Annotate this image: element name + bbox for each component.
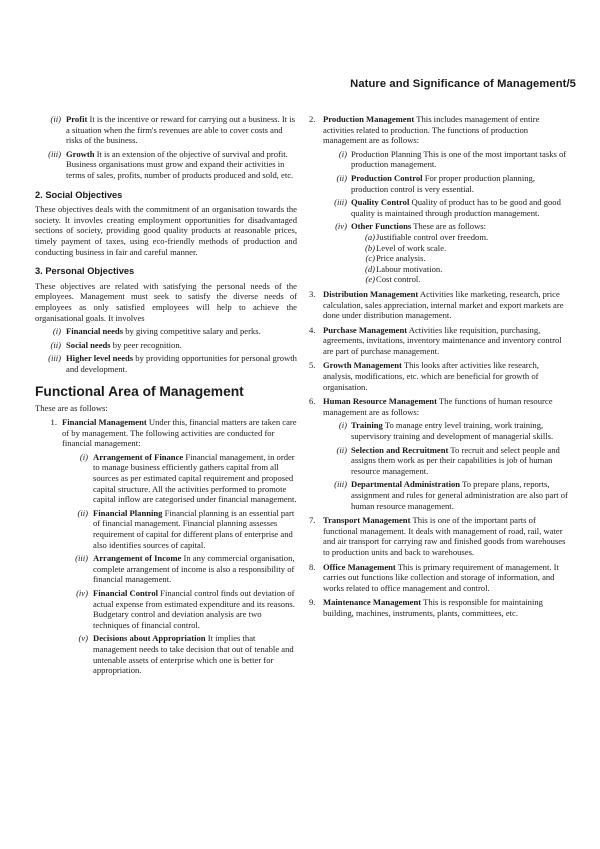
item-term: Production Control	[351, 172, 423, 183]
functional-intro: These are as follows:	[35, 403, 108, 414]
item-term: Financial Management	[62, 417, 147, 428]
item-marker: (i)	[52, 326, 61, 337]
item-text: To recruit and select people and assigns them work as per their capabilities is job of human resource management.	[351, 444, 560, 476]
numbered-item	[309, 325, 570, 357]
item-marker: 8.	[309, 561, 316, 572]
item-text: Justifiable control over freedom.	[376, 231, 489, 242]
item-marker: (b)	[364, 242, 375, 253]
sub-item	[62, 588, 297, 630]
item-marker: (iii)	[48, 353, 61, 364]
sub-item	[62, 553, 297, 585]
sub-item	[323, 445, 570, 477]
item-marker: (ii)	[50, 114, 61, 124]
list-item	[35, 326, 297, 337]
list-item	[351, 243, 570, 254]
item-text: This is one of the most important tasks of production management.	[351, 148, 567, 170]
item-term: Office Management	[323, 561, 396, 572]
item-term: Human Resource Management	[323, 396, 437, 407]
item-marker: 4.	[309, 324, 316, 335]
item-term: Higher level needs	[66, 353, 134, 364]
item-term: Social needs	[66, 339, 111, 350]
item-text: Activities like requisition, purchasing, agreements, invitations, inventory maintenance and inventory control are part of purchase management.	[323, 324, 562, 356]
numbered-item	[309, 289, 570, 321]
item-marker: (iii)	[334, 197, 347, 208]
item-text: Level of work scale.	[376, 242, 447, 253]
list-item	[351, 264, 570, 275]
item-marker: 3.	[309, 288, 316, 299]
item-marker: 2.	[309, 114, 316, 124]
item-term: Arrangement of Income	[93, 553, 182, 564]
item-marker: (i)	[338, 148, 347, 159]
item-marker: (ii)	[77, 507, 88, 518]
item-marker: (i)	[79, 451, 88, 462]
numbered-item	[309, 515, 570, 557]
item-text: To prepare plans, reports, assignment and rules for general administration are also part of human resource management.	[351, 479, 568, 511]
numbered-item	[309, 360, 570, 392]
left-column	[35, 114, 297, 679]
item-text: This is one of the important parts of functional management. It deals with management of road, rail, water and air transport for carrying raw and finished goods from warehouses to production units and back to warehouses.	[323, 515, 566, 557]
item-text: It implies that management needs to take decision that out of tenable and untenable assets of enterprise which one is better for appropriation.	[93, 633, 294, 676]
list-item	[35, 340, 297, 351]
item-term: Selection and Recruitment	[351, 444, 449, 455]
needs-list	[35, 326, 297, 374]
other-functions-list	[351, 232, 570, 285]
item-text: Labour motivation.	[376, 263, 443, 274]
item-marker: (ii)	[336, 444, 347, 455]
item-marker: 6.	[309, 396, 316, 407]
item-text: This looks after activities like research, analysis, modifications, etc. which are beneficial for growth of organisation.	[323, 360, 539, 392]
item-term: Departmental Administration	[351, 479, 461, 490]
item-text: Under this, financial matters are taken care of by management. The following activities are conducted for financial management:	[62, 417, 297, 449]
item-text: It is an extension of the objective of survival and profit. Business organisations must grow and expand their activities in terms of sales, profits, number of products produced and sold, etc.	[66, 148, 294, 180]
item-marker: 7.	[309, 515, 316, 526]
item-marker: (c)	[365, 253, 375, 264]
item-term: Profit	[66, 114, 88, 124]
social-paragraph: These objectives deals with the commitment of an organisation towards the society. It invovles creating employment opportunities for disadvantaged sections of society, providing good quality products at reasonable prices, timely payment of taxes, using eco-friendly methods of production and conducting business in fair and careful manner.	[35, 204, 297, 257]
item-text: These are as follows:	[411, 221, 487, 232]
item-marker: (d)	[364, 263, 375, 274]
item-term: Training	[351, 420, 383, 431]
item-text: Financial management, in order to manage business efficiently gathers capital from all sources as per estimated capital requirement and proposed capital structure. All the activities performed to promote capital inflow are categorised under financial management.	[93, 451, 297, 505]
numbered-item-production	[309, 114, 570, 285]
running-header: Nature and Significance of Management/5	[350, 78, 576, 90]
item-term: Quality Control	[351, 197, 410, 208]
item-term: Distribution Management	[323, 288, 419, 299]
item-text: Activities like marketing, research, price calculation, sales appreciation, internal market and export markets are done under distribution management.	[323, 288, 564, 321]
item-text: Financial control finds out deviation of actual expense from estimated expenditure and its reasons. Budgetary control and deviation analysis are two techniques of financial control.	[93, 587, 295, 630]
item-text: To manage entry level training, work training, supervisory training and development of managerial skills.	[351, 420, 554, 442]
item-term: Financial needs	[66, 326, 124, 337]
sub-item	[323, 420, 570, 441]
list-item	[351, 232, 570, 243]
item-marker: (ii)	[50, 339, 61, 350]
item-marker: (v)	[78, 633, 88, 644]
item-term: Arrangement of Finance	[93, 451, 184, 462]
item-term: Purchase Management	[323, 324, 408, 335]
objective-list	[35, 114, 297, 181]
item-marker: (iii)	[48, 148, 61, 159]
item-text: It is the incentive or reward for carrying out a business. It is a situation when the firm's revenues are able to cover costs and risks of the business.	[66, 114, 295, 146]
sub-item	[323, 221, 570, 285]
item-text: Financial planning is an essential part of financial management. Financial planning assesses requirement of capital for different plans of enterprise and also identifies sources of capital.	[93, 507, 295, 550]
list-item	[35, 149, 297, 181]
item-marker: (iv)	[76, 587, 88, 598]
personal-paragraph: These objectives are related with satisfying the personal needs of the employees. Management must seek to satisfy the diverse needs of employees as only satisfied employees will help to achieve the organisational goals. It involves	[35, 280, 297, 323]
item-text: by giving competitive salary and perks.	[123, 326, 261, 337]
item-term: Growth Management	[323, 360, 402, 371]
sub-item	[62, 633, 297, 675]
sub-item	[62, 508, 297, 550]
item-term: Production Planning	[351, 148, 422, 159]
item-text: Price analysis.	[376, 253, 426, 264]
item-marker: (iii)	[334, 479, 347, 490]
section-heading-social: 2. Social Objectives	[35, 189, 123, 200]
item-text: This is primary requirement of management. It carries out functions like collection and storage of information, and works related to office management and control.	[323, 561, 559, 593]
list-item	[351, 253, 570, 264]
item-term: Maintenance Management	[323, 597, 422, 608]
right-column	[309, 114, 570, 623]
item-text: The functions of human resource management are as follows:	[323, 396, 553, 417]
item-term: Transport Management	[323, 515, 411, 526]
item-text: Quality of product has to be good and good quality is maintained through production management.	[351, 197, 561, 218]
sub-item	[323, 197, 570, 218]
numbered-item-financial	[35, 417, 297, 676]
item-text: In any commercial organisation, complete arrangement of income is also a responsibility of financial management.	[93, 553, 295, 585]
item-term: Financial Control	[93, 587, 159, 598]
numbered-item-hr	[309, 396, 570, 511]
item-text: This is responsible for maintaining building, machines, instruments, plants, committees, etc.	[323, 597, 543, 618]
section-heading-personal: 3. Personal Objectives	[35, 266, 135, 277]
item-marker: (iv)	[335, 221, 347, 232]
item-marker: (a)	[364, 231, 375, 242]
item-marker: 9.	[309, 597, 316, 608]
item-marker: 5.	[309, 360, 316, 371]
list-item	[35, 353, 297, 374]
item-text: For proper production planning, production control is very essential.	[351, 172, 535, 194]
sub-item	[62, 452, 297, 505]
item-marker: (ii)	[336, 172, 347, 183]
sub-item	[323, 479, 570, 511]
sub-item	[323, 173, 570, 194]
item-marker: (iii)	[75, 553, 88, 564]
item-marker: (e)	[365, 274, 375, 285]
item-marker: (i)	[338, 420, 347, 431]
item-term: Production Management	[323, 114, 415, 124]
item-term: Financial Planning	[93, 507, 163, 518]
item-text: by providing opportunities for personal growth and development.	[66, 353, 297, 374]
item-text: Cost control.	[376, 274, 421, 285]
item-term: Decisions about Appropriation	[93, 633, 206, 644]
list-item	[35, 114, 297, 146]
item-text: This includes management of entire activities related to production. The functions of production management are as follows:	[323, 114, 540, 146]
item-marker: 1.	[50, 417, 57, 428]
item-term: Growth	[66, 148, 95, 159]
functional-area-heading: Functional Area of Management	[35, 384, 244, 400]
sub-item	[323, 149, 570, 170]
list-item	[351, 274, 570, 285]
numbered-item	[309, 562, 570, 594]
item-term: Other Functions	[351, 221, 412, 232]
numbered-item	[309, 597, 570, 618]
item-text: by peer recognition.	[110, 339, 182, 350]
